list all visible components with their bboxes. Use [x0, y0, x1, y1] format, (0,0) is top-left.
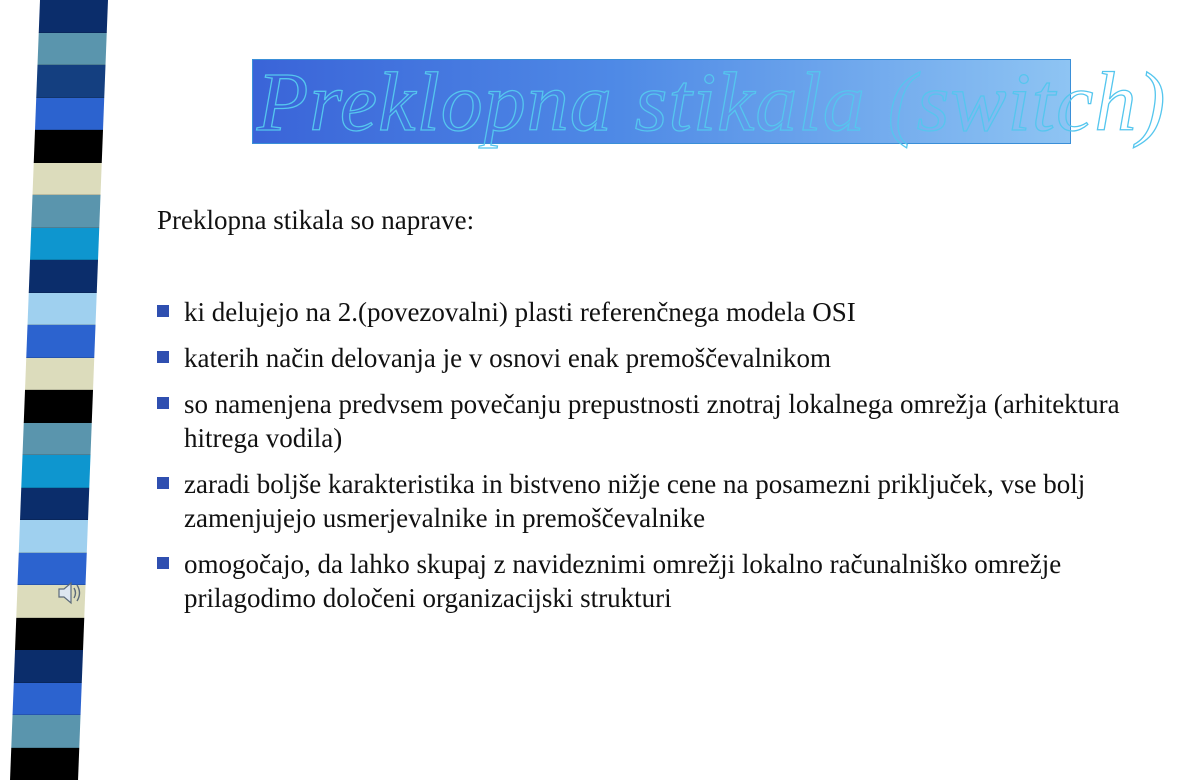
bullet-text: zaradi boljše karakteristika in bistveno nižje cene na posamezni priključek, vse bolj zamenjujejo usmerjevalnike in premoščevalnike [184, 469, 1086, 533]
stripe-segment [30, 228, 99, 261]
stripe-segment [34, 130, 103, 163]
slide-title-banner [252, 56, 1167, 149]
slide-title: Preklopna stikala (switch) [257, 56, 1167, 149]
bullet-item [157, 387, 1167, 455]
bullet-square-icon [157, 477, 169, 489]
bullet-square-icon [157, 557, 169, 569]
bullet-item [157, 341, 1167, 375]
stripe-segment [39, 0, 108, 33]
stripe-segment [35, 98, 104, 131]
stripe-segment [19, 520, 88, 553]
bullet-text: so namenjena predvsem povečanju prepustnosti znotraj lokalnega omrežja (arhitektura hitrega vodila) [184, 389, 1120, 453]
stripe-segment [14, 650, 83, 683]
bullet-item [157, 295, 1167, 329]
stripe-segment [15, 618, 84, 651]
bullet-square-icon [157, 305, 169, 317]
bullet-square-icon [157, 397, 169, 409]
bullet-item [157, 467, 1167, 535]
decorative-stripe-bar [10, 0, 108, 780]
stripe-segment [10, 748, 79, 780]
bullet-text: katerih način delovanja je v osnovi enak premoščevalnikom [184, 343, 832, 373]
stripe-segment [28, 293, 97, 326]
stripe-segment [23, 423, 92, 456]
stripe-segment [26, 325, 95, 358]
bullet-square-icon [157, 351, 169, 363]
stripe-segment [24, 390, 93, 423]
stripe-segment [20, 488, 89, 521]
stripe-segment [29, 260, 98, 293]
stripe-segment [31, 195, 100, 228]
speaker-icon[interactable] [56, 580, 84, 606]
stripe-segment [36, 65, 105, 98]
bullet-text: omogočajo, da lahko skupaj z navideznimi omrežji lokalno računalniško omrežje prilagodimo določeni organizacijski strukturi [184, 549, 1062, 613]
bullet-item [157, 547, 1167, 615]
stripe-segment [13, 683, 82, 716]
stripe-segment [38, 33, 107, 66]
stripe-segment [21, 455, 90, 488]
stripe-segment [33, 163, 102, 196]
bullet-list [157, 295, 1167, 627]
lead-text: Preklopna stikala so naprave: [157, 205, 475, 235]
stripe-segment [25, 358, 94, 391]
bullet-text: ki delujejo na 2.(povezovalni) plasti referenčnega modela OSI [184, 297, 856, 327]
stripe-segment [11, 715, 80, 748]
